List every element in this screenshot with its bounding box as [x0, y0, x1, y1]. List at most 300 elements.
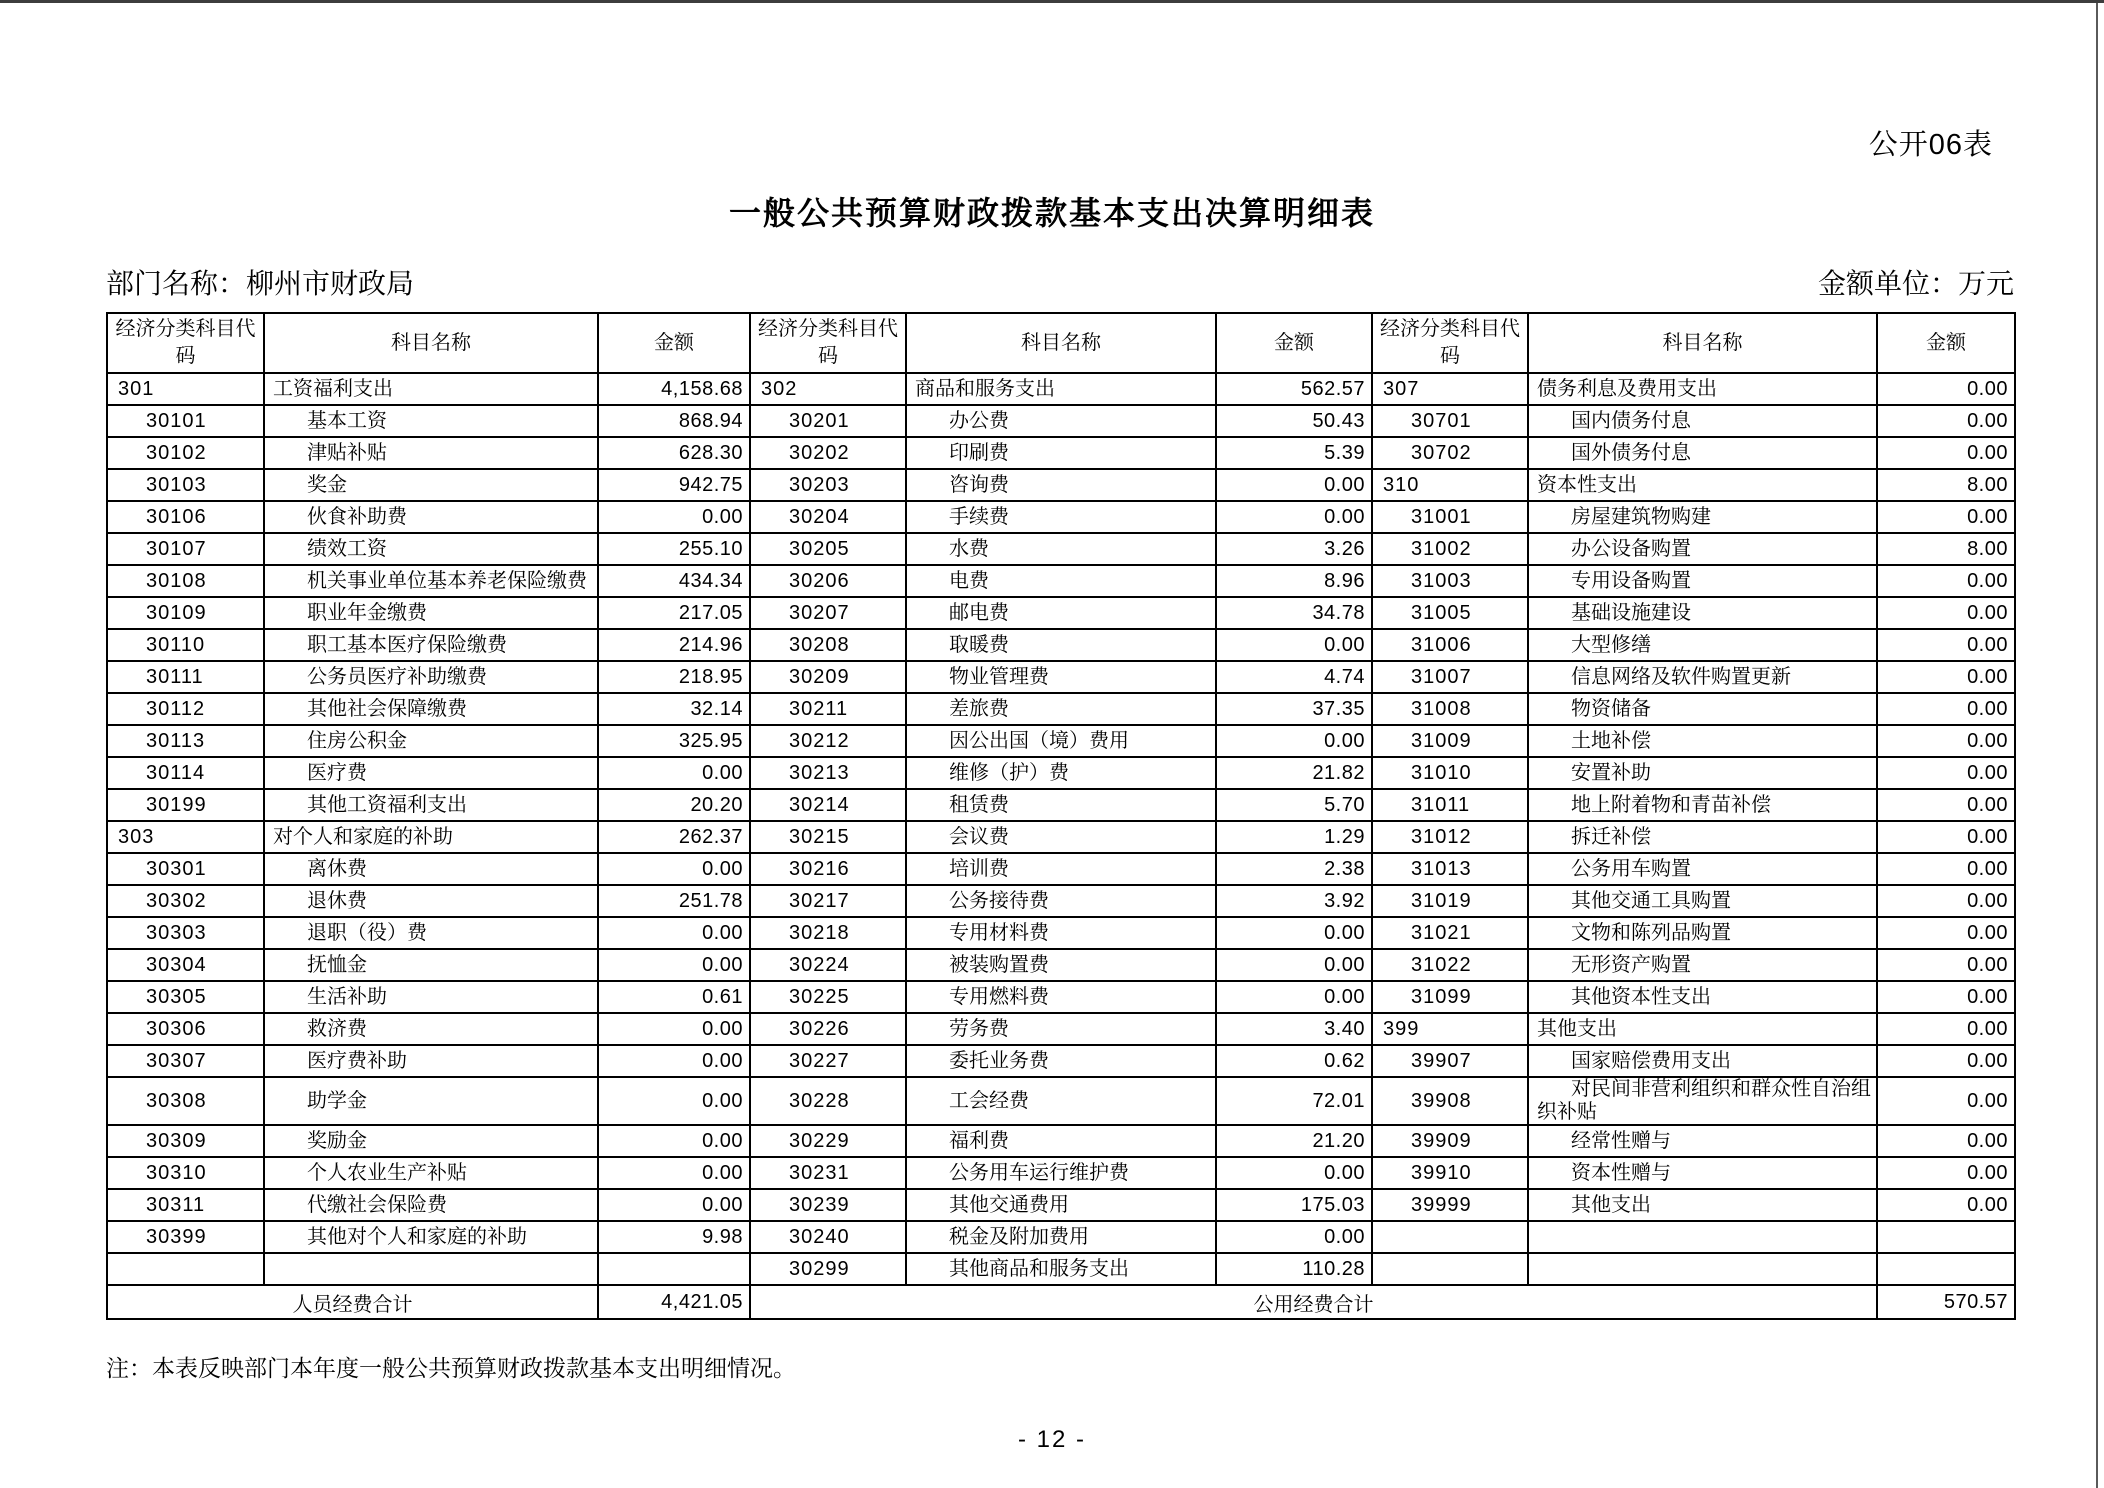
code-cell: 30206	[750, 565, 906, 597]
code-cell: 31013	[1372, 853, 1528, 885]
public-total-label: 公用经费合计	[750, 1285, 1877, 1319]
subject-name-cell: 职业年金缴费	[264, 597, 598, 629]
subject-name-cell: 水费	[906, 533, 1216, 565]
subject-name-cell: 退休费	[264, 885, 598, 917]
subject-name-cell: 经常性赠与	[1528, 1125, 1877, 1157]
code-cell: 310	[1372, 469, 1528, 501]
budget-detail-table	[106, 312, 2016, 1320]
col-header-subject: 科目名称	[1528, 313, 1877, 373]
subject-name-cell: 其他交通工具购置	[1528, 885, 1877, 917]
code-cell: 30307	[107, 1045, 264, 1077]
code-cell: 307	[1372, 373, 1528, 405]
page-number: - 12 -	[1017, 1426, 1086, 1453]
table-row	[107, 1221, 2015, 1253]
amount-cell: 8.00	[1877, 469, 2015, 501]
amount-cell: 0.00	[598, 917, 750, 949]
subject-name-cell: 奖金	[264, 469, 598, 501]
subject-name-cell: 工资福利支出	[264, 373, 598, 405]
code-cell: 31002	[1372, 533, 1528, 565]
subject-name-cell: 安置补助	[1528, 757, 1877, 789]
header-row	[107, 313, 2015, 373]
department-name-label: 部门名称：柳州市财政局	[106, 268, 415, 299]
amount-cell: 0.00	[1877, 1125, 2015, 1157]
subject-name-cell: 对个人和家庭的补助	[264, 821, 598, 853]
subject-name-cell: 退职（役）费	[264, 917, 598, 949]
code-cell: 30111	[107, 661, 264, 693]
code-cell: 30304	[107, 949, 264, 981]
code-cell: 31003	[1372, 565, 1528, 597]
amount-cell: 217.05	[598, 597, 750, 629]
amount-cell: 0.00	[1877, 757, 2015, 789]
table-footer	[107, 1285, 2015, 1319]
subject-name-cell: 电费	[906, 565, 1216, 597]
table-note: 注：本表反映部门本年度一般公共预算财政拨款基本支出明细情况。	[106, 1355, 796, 1381]
table-row	[107, 725, 2015, 757]
subject-name-cell: 资本性支出	[1528, 469, 1877, 501]
code-cell: 39908	[1372, 1077, 1528, 1125]
amount-cell: 0.00	[1216, 949, 1372, 981]
subject-name-cell: 专用燃料费	[906, 981, 1216, 1013]
amount-cell: 0.00	[598, 1013, 750, 1045]
table-row	[107, 533, 2015, 565]
code-cell: 30215	[750, 821, 906, 853]
subject-name-cell: 代缴社会保险费	[264, 1189, 598, 1221]
subject-name-cell: 维修（护）费	[906, 757, 1216, 789]
code-cell: 399	[1372, 1013, 1528, 1045]
code-cell: 39999	[1372, 1189, 1528, 1221]
subject-name-cell: 办公费	[906, 405, 1216, 437]
code-cell: 30110	[107, 629, 264, 661]
code-cell: 30211	[750, 693, 906, 725]
subject-name-cell: 专用材料费	[906, 917, 1216, 949]
code-cell	[1372, 1221, 1528, 1253]
amount-cell: 0.00	[1877, 789, 2015, 821]
amount-cell: 0.00	[1216, 917, 1372, 949]
subject-name-cell: 其他社会保障缴费	[264, 693, 598, 725]
col-header-subject: 科目名称	[906, 313, 1216, 373]
subject-name-cell: 培训费	[906, 853, 1216, 885]
subject-name-cell: 债务利息及费用支出	[1528, 373, 1877, 405]
amount-cell: 0.00	[1877, 501, 2015, 533]
amount-cell: 0.00	[1877, 1157, 2015, 1189]
code-cell: 31007	[1372, 661, 1528, 693]
subject-name-cell: 差旅费	[906, 693, 1216, 725]
code-cell: 31008	[1372, 693, 1528, 725]
amount-cell: 0.00	[1877, 1045, 2015, 1077]
amount-cell: 5.70	[1216, 789, 1372, 821]
code-cell: 30102	[107, 437, 264, 469]
col-header-amount: 金额	[1877, 313, 2015, 373]
col-header-subject: 科目名称	[264, 313, 598, 373]
subject-name-cell: 其他支出	[1528, 1189, 1877, 1221]
table-row	[107, 885, 2015, 917]
amount-cell: 3.26	[1216, 533, 1372, 565]
code-cell	[107, 1253, 264, 1285]
subject-name-cell: 其他工资福利支出	[264, 789, 598, 821]
code-cell: 303	[107, 821, 264, 853]
code-cell: 30225	[750, 981, 906, 1013]
subject-name-cell: 其他对个人和家庭的补助	[264, 1221, 598, 1253]
col-header-amount: 金额	[1216, 313, 1372, 373]
subject-name-cell: 基本工资	[264, 405, 598, 437]
amount-cell: 2.38	[1216, 853, 1372, 885]
subject-name-cell: 医疗费	[264, 757, 598, 789]
code-cell: 30217	[750, 885, 906, 917]
code-cell: 30199	[107, 789, 264, 821]
subject-name-cell: 住房公积金	[264, 725, 598, 757]
meta-row	[106, 262, 2014, 302]
amount-cell: 34.78	[1216, 597, 1372, 629]
col-header-code: 经济分类科目代码	[750, 313, 906, 373]
amount-cell: 8.96	[1216, 565, 1372, 597]
subject-name-cell: 公务用车购置	[1528, 853, 1877, 885]
table-row	[107, 373, 2015, 405]
page-title: 一般公共预算财政拨款基本支出决算明细表	[728, 195, 1375, 231]
amount-cell: 0.00	[1216, 469, 1372, 501]
amount-cell: 3.92	[1216, 885, 1372, 917]
subject-name-cell: 对民间非营利组织和群众性自治组织补贴	[1528, 1077, 1877, 1125]
table-row	[107, 1045, 2015, 1077]
amount-cell: 0.00	[1877, 725, 2015, 757]
subject-name-cell	[1528, 1253, 1877, 1285]
code-cell: 30106	[107, 501, 264, 533]
amount-cell: 0.62	[1216, 1045, 1372, 1077]
amount-cell: 0.00	[1877, 1189, 2015, 1221]
amount-cell: 0.00	[1216, 1221, 1372, 1253]
code-cell: 30302	[107, 885, 264, 917]
amount-cell: 110.28	[1216, 1253, 1372, 1285]
code-cell: 30203	[750, 469, 906, 501]
code-cell: 30303	[107, 917, 264, 949]
col-header-code: 经济分类科目代码	[107, 313, 264, 373]
code-cell: 30309	[107, 1125, 264, 1157]
subject-name-cell: 其他交通费用	[906, 1189, 1216, 1221]
amount-cell: 0.00	[1216, 629, 1372, 661]
subject-name-cell	[264, 1253, 598, 1285]
amount-cell: 0.00	[598, 501, 750, 533]
amount-cell: 0.00	[1877, 981, 2015, 1013]
amount-cell: 325.95	[598, 725, 750, 757]
code-cell: 30107	[107, 533, 264, 565]
code-cell: 30103	[107, 469, 264, 501]
subject-name-cell: 商品和服务支出	[906, 373, 1216, 405]
subject-name-cell: 医疗费补助	[264, 1045, 598, 1077]
personnel-total-amount: 4,421.05	[598, 1285, 750, 1319]
amount-cell: 628.30	[598, 437, 750, 469]
amount-cell: 868.94	[598, 405, 750, 437]
table-row	[107, 789, 2015, 821]
amount-cell: 0.00	[1877, 405, 2015, 437]
subject-name-cell: 抚恤金	[264, 949, 598, 981]
code-cell: 30204	[750, 501, 906, 533]
code-cell: 30205	[750, 533, 906, 565]
table-row	[107, 757, 2015, 789]
amount-cell: 0.00	[598, 1077, 750, 1125]
subject-name-cell: 离休费	[264, 853, 598, 885]
amount-cell: 0.00	[1877, 373, 2015, 405]
code-cell: 301	[107, 373, 264, 405]
subject-name-cell: 公务用车运行维护费	[906, 1157, 1216, 1189]
amount-cell: 0.00	[1216, 981, 1372, 1013]
subject-name-cell: 助学金	[264, 1077, 598, 1125]
subject-name-cell: 福利费	[906, 1125, 1216, 1157]
amount-cell: 0.00	[1877, 661, 2015, 693]
subject-name-cell: 办公设备购置	[1528, 533, 1877, 565]
amount-cell: 4.74	[1216, 661, 1372, 693]
code-cell: 30308	[107, 1077, 264, 1125]
amount-cell: 0.00	[1877, 1077, 2015, 1125]
amount-cell: 434.34	[598, 565, 750, 597]
code-cell: 30240	[750, 1221, 906, 1253]
amount-cell: 0.00	[598, 949, 750, 981]
subject-name-cell: 因公出国（境）费用	[906, 725, 1216, 757]
subject-name-cell: 会议费	[906, 821, 1216, 853]
code-cell: 30305	[107, 981, 264, 1013]
amount-cell: 262.37	[598, 821, 750, 853]
table-row	[107, 1125, 2015, 1157]
code-cell: 39907	[1372, 1045, 1528, 1077]
code-cell: 30311	[107, 1189, 264, 1221]
col-header-amount: 金额	[598, 313, 750, 373]
code-cell: 30299	[750, 1253, 906, 1285]
subject-name-cell: 其他商品和服务支出	[906, 1253, 1216, 1285]
subject-name-cell: 国家赔偿费用支出	[1528, 1045, 1877, 1077]
subject-name-cell: 被装购置费	[906, 949, 1216, 981]
amount-cell: 0.00	[1877, 693, 2015, 725]
code-cell: 31099	[1372, 981, 1528, 1013]
code-cell: 30226	[750, 1013, 906, 1045]
subject-name-cell: 拆迁补偿	[1528, 821, 1877, 853]
code-cell: 39910	[1372, 1157, 1528, 1189]
code-cell: 31021	[1372, 917, 1528, 949]
summary-row	[107, 1285, 2015, 1319]
code-cell: 31005	[1372, 597, 1528, 629]
table-row	[107, 1013, 2015, 1045]
table-row	[107, 629, 2015, 661]
amount-cell: 0.00	[1877, 629, 2015, 661]
amount-cell: 20.20	[598, 789, 750, 821]
table-row	[107, 821, 2015, 853]
amount-cell: 0.00	[1877, 565, 2015, 597]
amount-cell: 251.78	[598, 885, 750, 917]
table-row	[107, 1157, 2015, 1189]
table-body	[107, 373, 2015, 1285]
form-number-label: 公开06表	[1868, 129, 1993, 161]
amount-cell: 0.00	[1877, 821, 2015, 853]
subject-name-cell: 文物和陈列品购置	[1528, 917, 1877, 949]
table-row	[107, 437, 2015, 469]
subject-name-cell: 物资储备	[1528, 693, 1877, 725]
subject-name-cell: 奖励金	[264, 1125, 598, 1157]
code-cell: 30209	[750, 661, 906, 693]
subject-name-cell: 公务接待费	[906, 885, 1216, 917]
personnel-total-label: 人员经费合计	[107, 1285, 598, 1319]
amount-cell: 0.00	[598, 757, 750, 789]
subject-name-cell: 委托业务费	[906, 1045, 1216, 1077]
subject-name-cell: 工会经费	[906, 1077, 1216, 1125]
code-cell: 30207	[750, 597, 906, 629]
subject-name-cell: 劳务费	[906, 1013, 1216, 1045]
amount-cell: 0.00	[1877, 853, 2015, 885]
table-row	[107, 405, 2015, 437]
code-cell: 31011	[1372, 789, 1528, 821]
subject-name-cell: 房屋建筑物购建	[1528, 501, 1877, 533]
code-cell: 30701	[1372, 405, 1528, 437]
table-row	[107, 949, 2015, 981]
amount-cell: 0.00	[1877, 949, 2015, 981]
subject-name-cell: 土地补偿	[1528, 725, 1877, 757]
table-row	[107, 693, 2015, 725]
code-cell: 30114	[107, 757, 264, 789]
subject-name-cell: 物业管理费	[906, 661, 1216, 693]
code-cell: 31001	[1372, 501, 1528, 533]
code-cell: 30228	[750, 1077, 906, 1125]
amount-cell: 50.43	[1216, 405, 1372, 437]
amount-cell: 4,158.68	[598, 373, 750, 405]
subject-name-cell: 国外债务付息	[1528, 437, 1877, 469]
amount-cell: 3.40	[1216, 1013, 1372, 1045]
subject-name-cell: 个人农业生产补贴	[264, 1157, 598, 1189]
code-cell: 30216	[750, 853, 906, 885]
amount-cell	[1877, 1253, 2015, 1285]
subject-name-cell: 资本性赠与	[1528, 1157, 1877, 1189]
table-row	[107, 981, 2015, 1013]
subject-name-cell: 国内债务付息	[1528, 405, 1877, 437]
code-cell: 30399	[107, 1221, 264, 1253]
code-cell: 30212	[750, 725, 906, 757]
subject-name-cell: 其他资本性支出	[1528, 981, 1877, 1013]
amount-cell: 37.35	[1216, 693, 1372, 725]
table-row	[107, 1077, 2015, 1125]
amount-cell	[598, 1253, 750, 1285]
code-cell: 30224	[750, 949, 906, 981]
subject-name-cell: 救济费	[264, 1013, 598, 1045]
subject-name-cell: 其他支出	[1528, 1013, 1877, 1045]
code-cell: 30218	[750, 917, 906, 949]
amount-cell: 0.00	[598, 1189, 750, 1221]
table-row	[107, 661, 2015, 693]
subject-name-cell: 津贴补贴	[264, 437, 598, 469]
subject-name-cell: 地上附着物和青苗补偿	[1528, 789, 1877, 821]
amount-cell: 0.00	[1216, 725, 1372, 757]
subject-name-cell: 咨询费	[906, 469, 1216, 501]
table-row	[107, 853, 2015, 885]
code-cell: 30239	[750, 1189, 906, 1221]
amount-cell: 0.00	[1216, 1157, 1372, 1189]
subject-name-cell: 无形资产购置	[1528, 949, 1877, 981]
amount-cell: 942.75	[598, 469, 750, 501]
amount-cell: 32.14	[598, 693, 750, 725]
subject-name-cell: 生活补助	[264, 981, 598, 1013]
subject-name-cell: 邮电费	[906, 597, 1216, 629]
code-cell: 31009	[1372, 725, 1528, 757]
amount-cell: 0.00	[1877, 1013, 2015, 1045]
table-row	[107, 1189, 2015, 1221]
code-cell	[1372, 1253, 1528, 1285]
code-cell: 30301	[107, 853, 264, 885]
amount-cell: 8.00	[1877, 533, 2015, 565]
code-cell: 30229	[750, 1125, 906, 1157]
amount-cell: 21.82	[1216, 757, 1372, 789]
subject-name-cell: 取暖费	[906, 629, 1216, 661]
code-cell: 31022	[1372, 949, 1528, 981]
subject-name-cell: 公务员医疗补助缴费	[264, 661, 598, 693]
subject-name-cell: 机关事业单位基本养老保险缴费	[264, 565, 598, 597]
table-row	[107, 597, 2015, 629]
amount-cell: 0.61	[598, 981, 750, 1013]
amount-cell: 255.10	[598, 533, 750, 565]
amount-cell: 0.00	[1877, 597, 2015, 629]
code-cell: 30702	[1372, 437, 1528, 469]
subject-name-cell: 信息网络及软件购置更新	[1528, 661, 1877, 693]
subject-name-cell: 专用设备购置	[1528, 565, 1877, 597]
code-cell: 30113	[107, 725, 264, 757]
code-cell: 30202	[750, 437, 906, 469]
public-total-amount: 570.57	[1877, 1285, 2015, 1319]
table-row	[107, 1253, 2015, 1285]
subject-name-cell: 税金及附加费用	[906, 1221, 1216, 1253]
table-row	[107, 469, 2015, 501]
amount-cell: 0.00	[1216, 501, 1372, 533]
code-cell: 31006	[1372, 629, 1528, 661]
code-cell: 30214	[750, 789, 906, 821]
amount-unit-label: 金额单位：万元	[1817, 268, 2014, 299]
code-cell: 30306	[107, 1013, 264, 1045]
code-cell: 30213	[750, 757, 906, 789]
table-row	[107, 501, 2015, 533]
code-cell: 30310	[107, 1157, 264, 1189]
subject-name-cell	[1528, 1221, 1877, 1253]
code-cell: 30208	[750, 629, 906, 661]
code-cell: 30112	[107, 693, 264, 725]
amount-cell	[1877, 1221, 2015, 1253]
subject-name-cell: 租赁费	[906, 789, 1216, 821]
code-cell: 31012	[1372, 821, 1528, 853]
table-header	[107, 313, 2015, 373]
code-cell: 30101	[107, 405, 264, 437]
amount-cell: 9.98	[598, 1221, 750, 1253]
table-row	[107, 565, 2015, 597]
subject-name-cell: 印刷费	[906, 437, 1216, 469]
table-row	[107, 917, 2015, 949]
subject-name-cell: 伙食补助费	[264, 501, 598, 533]
code-cell: 30231	[750, 1157, 906, 1189]
code-cell: 30227	[750, 1045, 906, 1077]
subject-name-cell: 基础设施建设	[1528, 597, 1877, 629]
amount-cell: 218.95	[598, 661, 750, 693]
code-cell: 39909	[1372, 1125, 1528, 1157]
amount-cell: 5.39	[1216, 437, 1372, 469]
subject-name-cell: 绩效工资	[264, 533, 598, 565]
code-cell: 302	[750, 373, 906, 405]
subject-name-cell: 职工基本医疗保险缴费	[264, 629, 598, 661]
amount-cell: 0.00	[598, 853, 750, 885]
amount-cell: 21.20	[1216, 1125, 1372, 1157]
amount-cell: 0.00	[598, 1125, 750, 1157]
subject-name-cell: 大型修缮	[1528, 629, 1877, 661]
code-cell: 31019	[1372, 885, 1528, 917]
amount-cell: 0.00	[1877, 885, 2015, 917]
amount-cell: 175.03	[1216, 1189, 1372, 1221]
amount-cell: 562.57	[1216, 373, 1372, 405]
amount-cell: 214.96	[598, 629, 750, 661]
amount-cell: 0.00	[598, 1157, 750, 1189]
page-top-edge	[0, 0, 2104, 3]
col-header-code: 经济分类科目代码	[1372, 313, 1528, 373]
code-cell: 30201	[750, 405, 906, 437]
amount-cell: 0.00	[598, 1045, 750, 1077]
amount-cell: 1.29	[1216, 821, 1372, 853]
